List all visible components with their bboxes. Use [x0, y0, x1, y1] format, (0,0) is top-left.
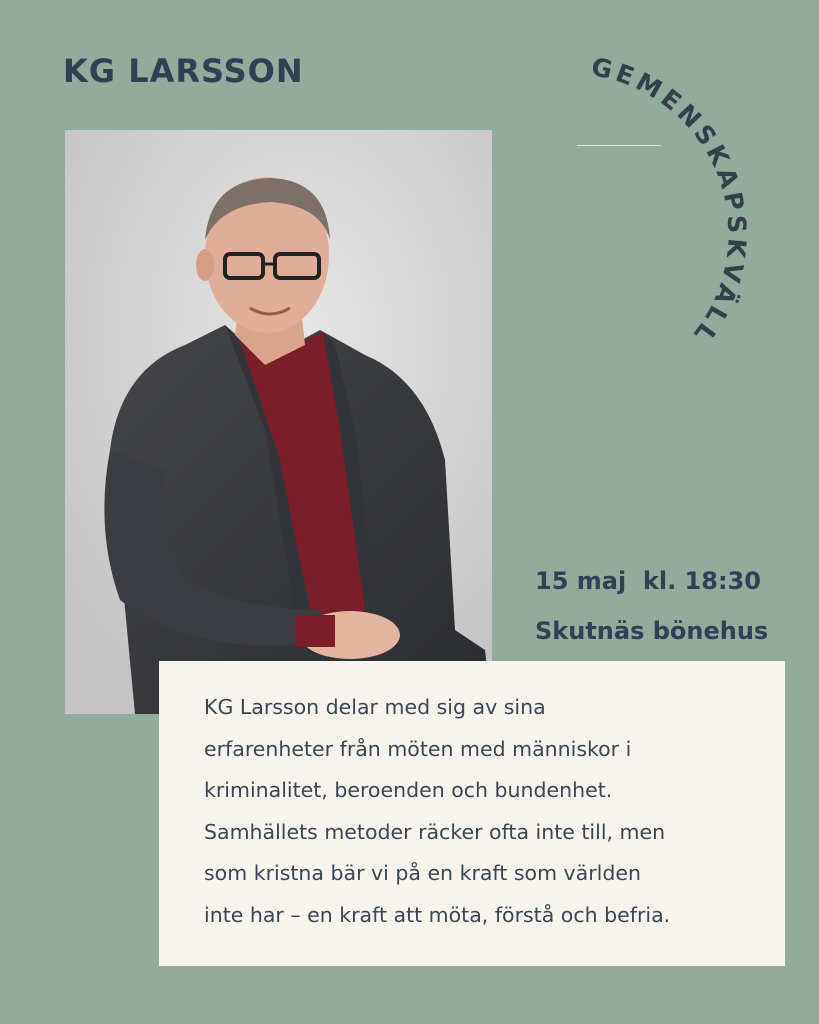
event-info — [535, 556, 805, 656]
description-card — [159, 661, 785, 966]
event-location: Skutnäs bönehus — [535, 617, 769, 645]
event-date-time: 15 maj kl. 18:30 — [535, 567, 761, 595]
arc-title-text — [589, 52, 752, 351]
speaker-name-title: KG LARSSON — [63, 52, 304, 90]
speaker-photo — [65, 130, 492, 714]
speaker-portrait-illustration — [65, 130, 492, 714]
arc-title-textpath: GEMENSKAPSKVÄLL — [588, 52, 752, 351]
description-text: KG Larsson delar med sig av sina erfarenheter från möten med människor i kriminalitet, beroenden och bundenhet. Samhällets metoder räcker ofta inte till, men som kristna bär vi på en kraft som världen inte har – en kraft att möta, förstå och befria. — [204, 695, 671, 927]
arc-title — [560, 40, 800, 420]
